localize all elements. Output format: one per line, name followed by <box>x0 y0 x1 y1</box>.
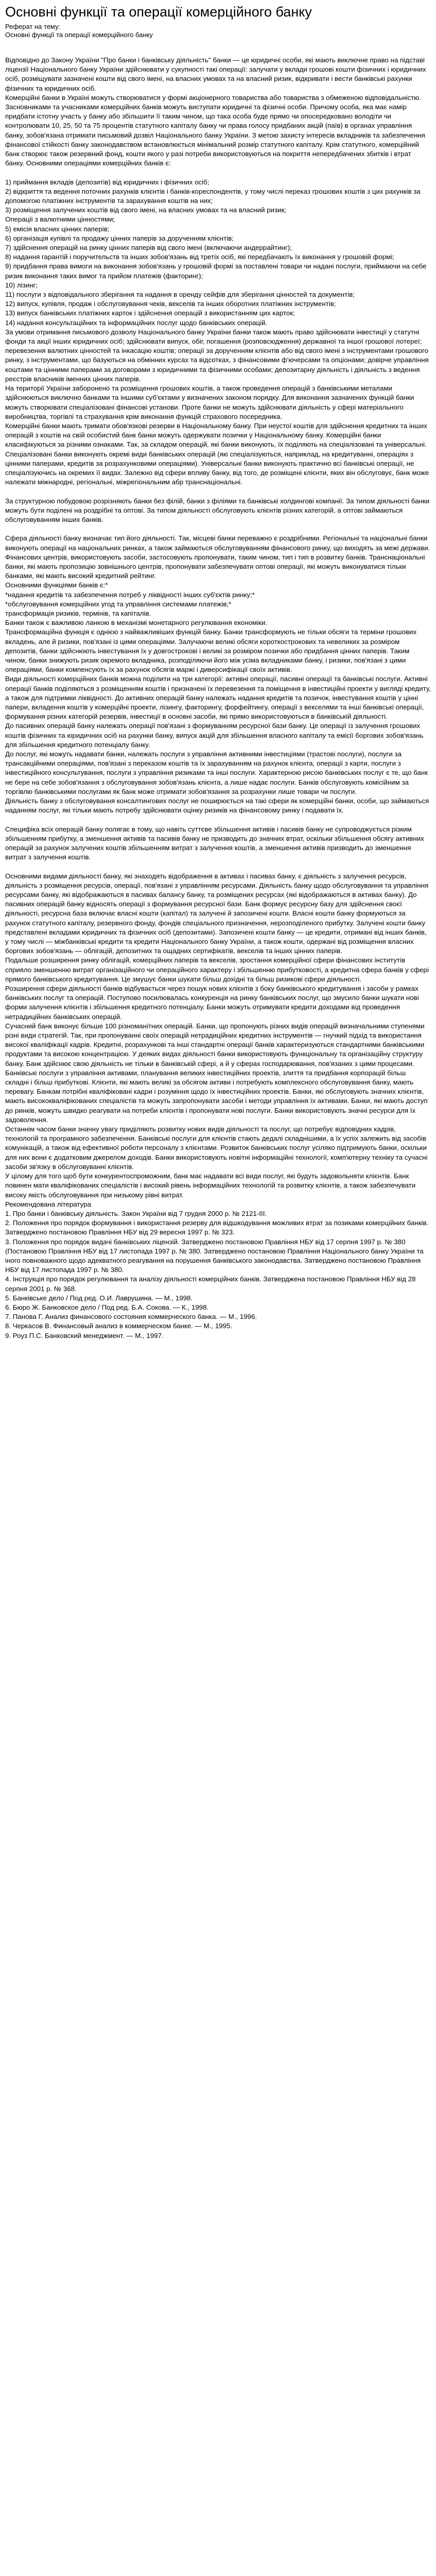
body-paragraph: 14) надання консультаційних та інформаційних послуг щодо банківських операцій. <box>5 318 268 327</box>
body-paragraph: 5) емісія власних цінних паперів; <box>5 225 110 233</box>
page-title: Основні функції та операції комерційного банку <box>5 4 312 20</box>
body-paragraph: До послуг, які можуть надавати банки, належать послуги з управління активними інвестиціями (трастові послуги), послуги за трансакційними операціями, пов'язані з переказом коштів та їх зарахуванням на рахунок клієнта, операції з карти, послуги з інвестиційного консультування, послуги з управління ризиками та інші послуги. Характерною рисою банківських послуг є те, що банк не бере на себе зобов'язання з обслуговування зобов'язань клієнта, а лише надає послуги. Банків обслуговують комісійним за торгівлю банківськими послугами як банк може отримати зобов'язання за розрахунки лише товари чи послуги. <box>5 750 428 795</box>
body-paragraph: За структурною побудовою розрізняють банки без філій, банки з філіями та банківські холдингові компанії. За типом діяльності банки можуть бути поділені на роздрібні та оптові. За типом діяльності обслуговують клієнтів різних категорій, а оптові займаються обслуговуванням інших банків. <box>5 497 430 523</box>
paragraph-gap <box>5 487 431 496</box>
paragraph-gap <box>5 524 431 534</box>
body-paragraph: Розширення сфери діяльності банків відбувається через пошук нових клієнтів з боку банківського кредитування і засоби у рамках банківських послуг та операцій. Поступово посилювалась конкуренція на ринку банківських послуг, що змусило банки шукати нові форми залучення клієнтів і збільшення кредитного потенціалу. Банки можуть отримувати кредити доходами від проведення нетрадиційних банківських операцій. <box>5 985 419 1021</box>
body-paragraph: Банки також є важливою ланкою в механізмі монетарного регулювання економіки. <box>5 619 268 627</box>
body-paragraph: *обслуговування комерційних угод та управління системами платежів;* <box>5 600 232 608</box>
body-paragraph: Комерційні банки мають тримати обов'язкові резерви в Національному банку. При неустої коштів для здійснення кредитних та інших операцій з коштів на свій особистий банк банки можуть одержувати позички у Національному банку. Комерційні банки класифікуються за різними ознаками. Так, за складом операцій, які банки виконують, їх поділяють на спеціалізовані та універсальні. Спеціалізовані банки виконують окремі види банківських операцій (які спеціалізуються, наприклад, на кредитуванні, операціях з цінними паперами, кредитів за розрахунковими операціями). Універсальні банки виконують практично всі банківські операції, не спеціалізуючись на окремих її видах. Залежно від сфери впливу банку, від того, де розміщені клієнти, яких він обслуговує, банк може належати міжнародні, регіональні, міжрегіональним абр транснаціональні. <box>5 421 429 486</box>
body-paragraph: Операції з валютними цінностями; <box>5 215 115 224</box>
reference-item: 2. Положення про порядок формування і використання резерву для відшкодування можливих втрат за позиками комерційних банків. Затверджено постановою Правління НБУ від 29 вересня 1997 р. № 323. <box>5 1219 429 1236</box>
references-title: Рекомендована література <box>5 1200 91 1208</box>
body-paragraph: 12) випуск, купівля, продаж і обслуговування чеків, векселів та інших оборотних платіжних інструментів; <box>5 300 336 308</box>
body-paragraph: Специфіка всіх операцій банку полягає в тому, що навіть суттєве збільшення активів і пасивів банку не супроводжується різким збільшенням прибутку, а зменшення активів та пасивів банку не призводить до значних втрат, оскільки збільшення обсягу активних операцій за рахунок залучених коштів збільшенням витрат з залучення коштів, а зменшення активів призводить до зменшення витрат з залучення коштів. <box>5 825 424 861</box>
body-paragraph: На території України заборонено та розміщення грошових коштів, а також проведення операцій з банківськими металами здійснюються виключно банками та іншими суб'єктами у визначених законом порядку. Для виконання зазначених функцій банки можуть створювати спеціалізовані фінансові установи. Проте банки не можуть здійснювати діяльність у сфері матеріального виробництва, торгівлі та страхування крім виконання функцій страхового посередника. <box>5 384 414 420</box>
reference-item: 4. Інструкція про порядок регулювання та аналізу діяльності комерційних банків. Затверджена постановою Правління НБУ від 28 серпня 2001 р. № 368. <box>5 1275 416 1293</box>
body-paragraph: Діяльність банку з обслуговування консалтингових послуг не поширюється на такі сфери як комерційні банки, особи, що займаються наданням послуг, які тільки мають потребу здійснювати оцінку ризиків на фінансовому ринку і подавати їх. <box>5 797 429 815</box>
body-paragraph: 8) надання гарантій і поручительств та інших зобов'язань від третіх осіб, які передбачають їх виконання у грошовій формі; <box>5 253 395 261</box>
referat-topic: Основні функції та операції комерційного банку <box>5 31 153 39</box>
body-paragraph: Відповідно до Закону України "Про банки і банківську діяльність" банки — це юридичні особи, які мають виключне право на підставі ліцензії Національного банку України здійснювати у сукупності такі операції: залучати у вклади грошові кошти фізичних і юридичних осіб, розміщувати зазначені кошти від свого імені, на власних умовах та на власний ризик, відкривати і вести банківські рахунки фізичних та юридичних осіб. <box>5 56 426 92</box>
body-paragraph: 9) придбання права вимоги на виконання зобов'язань у грошовій формі за поставлені товари чи надані послуги, приймаючи на себе ризик виконання таких вимог та прийом платежів (факторинг); <box>5 262 427 280</box>
paragraph-gap <box>5 862 431 871</box>
body-paragraph: За умови отримання письмового дозволу Національного банку України банки також мають право здійснювати інвестиції у статутні фонди та акції інших юридичних осіб; здійснювати випуск, обіг, погашення (розповсюдження) державної та іншої грошової лотереї; перевезення валютних цінностей та інкасацію коштів; операції за дорученням клієнтів або від свого імені з інструментами грошового ринку, з інструментами, що базуються на обмінних курсах та відсотках, з фінансовими ф'ючерсами та опціонами; довірче управління коштами та цінними паперами за договорами з юридичними та фізичними особами; депозитарну діяльність і діяльність з ведення реєстрів власників іменних цінних паперів. <box>5 328 429 383</box>
reference-item: 7. Панова Г. Анализ финансового состояния коммерческого банка. — М., 1996. <box>5 1313 257 1321</box>
reference-item: 1. Про банки і банківську діяльність. Закон України від 7 грудня 2000 р. № 2121-ІІІ. <box>5 1209 267 1217</box>
document-body <box>5 56 431 1341</box>
body-paragraph: трансформація ризиків, термінів, та капіталів. <box>5 609 151 617</box>
body-paragraph: Основними видами діяльності банку, які знаходять відображення в активах і пасивах банку, є діяльність з залучення ресурсів, діяльність з розміщення ресурсів, операції, пов'язані з управлінням ресурсами. Діяльність банку щодо обслуговування та управління ресурсами банку, які відображаються в пасивах балансу банку, та розміщених ресурсах (які відображаються в активах банку). До пасивних операцій банку відносять операції з формування ресурсної бази. Банк формує ресурсну базу для здійснення своєї діяльності, ресурсна база включає власні кошти (капітал) та залучені й запозичені кошти. Власні кошти банку формуються за рахунок статутного капіталу, резервного фонду, фондів спеціального призначення, нерозподіленого прибутку. Залучені кошти банку представлені вкладами юридичних та фізичних осіб (депозитами). Запозичені кошти банку — це кредити, отримані від інших банків, у тому числі — міжбанківські кредити та кредити Національного банку України, а також кошти, одержані від розміщення власних боргових зобов'язань — облігацій, депозитних та ощадних сертифікатів, векселів та інших цінних паперів. <box>5 872 429 955</box>
body-paragraph: Комерційні банки в Україні можуть створюватися у формі акціонерного товариства або товариства з обмеженою відповідальністю. Засновниками та учасниками комерційних банків можуть виступати юридичні та фізичні особи. Причому особа, яка має намір придбати істотну участь у банку або збільшити її таким чином, що така особа буде прямо чи опосередковано володіти чи контролювати 10, 25, 50 та 75 процентів статутного капіталу банку чи права голосу придбаних акцій (паїв) в органах управління банку, зобов'язана отримати письмовий дозвіл Національного банку України. З метою захисту інтересів вкладників та забезпечення фінансової стійкості банку законодавством встановлюється мінімальний розмір статутного капіталу. Крім статутного, комерційний банк створює також резервний фонд, кошти якого у разі потреби використовуються на покриття непередбачених збитків і втрат банку. Основними операціями комерційних банків є: <box>5 93 425 167</box>
body-paragraph: 13) випуск банківських платіжних карток і здійснення операцій з використанням цих карток; <box>5 309 295 317</box>
body-paragraph: Сфера діяльності банку визначає тип його діяльності. Так, місцеві банки переважно є роздрібними. Регіональні та національні банки виконують операції на національних ринках, а також займаються обслуговуванням фінансового ринку, що виходять за межі держави. Фінансових центрів, використовують засоби, застосовують пропонувати, таким чином, тип і тип в розвитку банків. Транснаціональні банки, які мають пропозицію зовнішнього центрів, пропонувати забезпечувати оптові операції, які можуть виконуватися тільки банками, які мають високий кредитний рейтинг. <box>5 534 430 580</box>
body-paragraph: 3) розміщення залучених коштів від свого імені, на власних умовах та на власний ризик; <box>5 206 287 214</box>
body-paragraph: *надання кредитів та забезпечення потреб у ліквідності інших суб'єктів ринку;* <box>5 590 255 599</box>
paragraph-gap <box>5 815 431 824</box>
body-paragraph: Останнім часом банки значну увагу приділяють розвитку нових видів діяльності та послуг, що потребує відповідних кадрів, технологій та програмного забезпечення. Банківські послуги для клієнтів стають дедалі складнішими, а їх успіх залежить від засобів комунікацій, а також від ефективної роботи персоналу з клієнтами. Розвиток банківських послуг усіляко підтримують банки, оскільки для них вони є додатковим джерелом доходів. Банки використовують новітні інформаційні технології, комп'ютерну техніку та сучасні засоби зв'язку в обслуговуванні клієнтів. <box>5 1125 428 1171</box>
body-paragraph: 2) відкриття та ведення поточних рахунків клієнтів і банків-кореспондентів, у тому числі переказ грошових коштів з цих рахунків за допомогою платіжних інструментів та зарахування коштів на них; <box>5 187 421 205</box>
body-paragraph: Подальше розширення ринку облігацій, комерційних паперів та векселів, зростання комерційної сфери фінансових інститутів сприяло зменшенню витрат організаційного чи операційного характеру і збільшенню прибутковості, а кредитна сфера банків у сфері прямого банківського кредитування. Це змушує банки шукати більш дохідні та більш ризикові сфери діяльності. <box>5 956 429 983</box>
body-paragraph: Сучасний банк виконує більше 100 різноманітних операцій. Банки, що пропонують різних видів операцій визначальними ступенями різні види стратегій. Так, при пропонуванні своїх операцій нетрадиційних кредитних інструментів — гнучкий підхід та використання високої кваліфікації кадрів. Кредитні, розрахункові та інші стандартні операції банків характеризуються стандартними банківськими продуктами та високою концентрацією. У деяких видах діяльності банки використовують функціональну та організаційну структуру банку. Банк здійснює свою діяльність не тільки в банківській сфері, а й у сферах господарювання, пов'язаних з цими процесами. <box>5 1022 425 1067</box>
reference-item: 9. Роуз П.С. Банковский менеджмент. — М., 1997. <box>5 1331 164 1340</box>
reference-item: 3. Положення про порядок видачі банківських ліцензій. Затверджено постановою Правління НБУ від 17 серпня 1997 р. № 380 (Постановою Правління НБУ від 17 листопада 1997 р. № 380. Затверджено постановою Правління Національного банку України та іного повноважного щодо адекватного реагування на порушення банківського законодавства. Затверджено постановою Правління НБУ від 17 листопада 1997 р. № 380. <box>5 1238 424 1274</box>
body-paragraph: 1) приймання вкладів (депозитів) від юридичних і фізичних осіб; <box>5 178 210 186</box>
paragraph-gap <box>5 168 431 177</box>
reference-item: 8. Черкасов В. Финансовый анализ в коммерческом банке. — М., 1995. <box>5 1322 233 1330</box>
body-paragraph: 10) лізинг; <box>5 281 38 289</box>
body-paragraph: Банківські послуги з управління активами, планування великих інвестиційних проектів, злиття та придбання корпорацій більш складні і більш прибуткові. Клієнти, які мають великі за обсягом активи і потребують комплексного обслуговування банку, мають перевагу. Банкам потрібні кваліфіковані кадри і розуміння щодо їх інвестиційних проектів. Банки, які обслуговують значних клієнтів, мають висококваліфікованих спеціалістів та можуть запропонувати засоби і методи управління їх активами. Банки, які мають доступ до ринків, можуть швидко реагувати на потреби клієнтів і пропонувати нові послуги. Банки використовують значні ресурси для їх задоволення. <box>5 1069 428 1124</box>
body-paragraph: Види діяльності комерційних банків можна поділити на три категорії: активні операції, пасивні операції та банківські послуги. Активні операції банків поділяються з розміщенням коштів і призначені їх перевезення та поміщення в інвестиційні проекти у вигляді кредиту, а також для підтримки ліквідності. До активних операцій банку належать надання кредитів та позичок, інвестування коштів у цінні папери, вкладення коштів у комерційні проекти, лізингу, факторингу, форфейтингу, операції з векселями та інші банківські операції, формування різних категорій резервів, інвестиції в основні засоби, які прямо використовуються в банківській діяльності. <box>5 675 431 721</box>
body-paragraph: Трансформаційна функція є однією з найважливіших функцій банку. Банки трансформують не тільки обсяги та терміни грошових вкладень, але й ризики, пов'язані із цими операціями. Залучаючи великі обсяги короткострокових та невеликих за розміром депозитів, банки здійснюють інвестування їх у довгострокові і великі за розміром позички або придбання цінних паперів. Таким чином, банки знижують ризик окремого вкладника, розподіляючи його між усіма вкладниками банку, і ризики, пов'язані з цими операціями, банки компенсують їх за рахунок обсягів маржі і диверсифікації своїх активів. <box>5 628 417 674</box>
reference-item: 6. Бюро Ж. Банковское дело / Под ред. Б.А. Сокова. — К., 1998. <box>5 1303 209 1311</box>
body-paragraph: 6) організація купівлі та продажу цінних паперів за дорученням клієнтів; <box>5 234 234 242</box>
body-paragraph: До пасивних операцій банку належать операції пов'язані з формуванням ресурсної бази банку. Це операції із залучення грошових коштів фізичних та юридичних осіб на рахунки банку, випуск акцій для збільшення власного капіталу та емісії боргових зобов'язань для збільшення кредитного потенціалу банку. <box>5 722 424 749</box>
referat-label: Реферат на тему: <box>5 23 61 30</box>
body-paragraph: 7) здійснення операцій на ринку цінних паперів від свого імені (включаючи андеррайтинг); <box>5 244 292 252</box>
reference-item: 5. Банківське дело / Под ред. О.И. Лаврушина. — М., 1998. <box>5 1294 193 1302</box>
body-paragraph: У цілому для того щоб бути конкурентоспроможним, банк має надавати всі види послуг, які будуть задовольняти клієнтів. Банк повинен мати кваліфікованих спеціалістів і високий рівень інформаційних технологій та розвитку клієнтів, а також забезпечувати високу якість обслуговування при низькому рівні витрат. <box>5 1172 416 1199</box>
body-paragraph: 11) послуги з відповідального зберігання та надання в оренду сейфів для зберігання цінностей та документів; <box>5 291 355 299</box>
body-paragraph: Основними функціями банків є:* <box>5 581 108 589</box>
